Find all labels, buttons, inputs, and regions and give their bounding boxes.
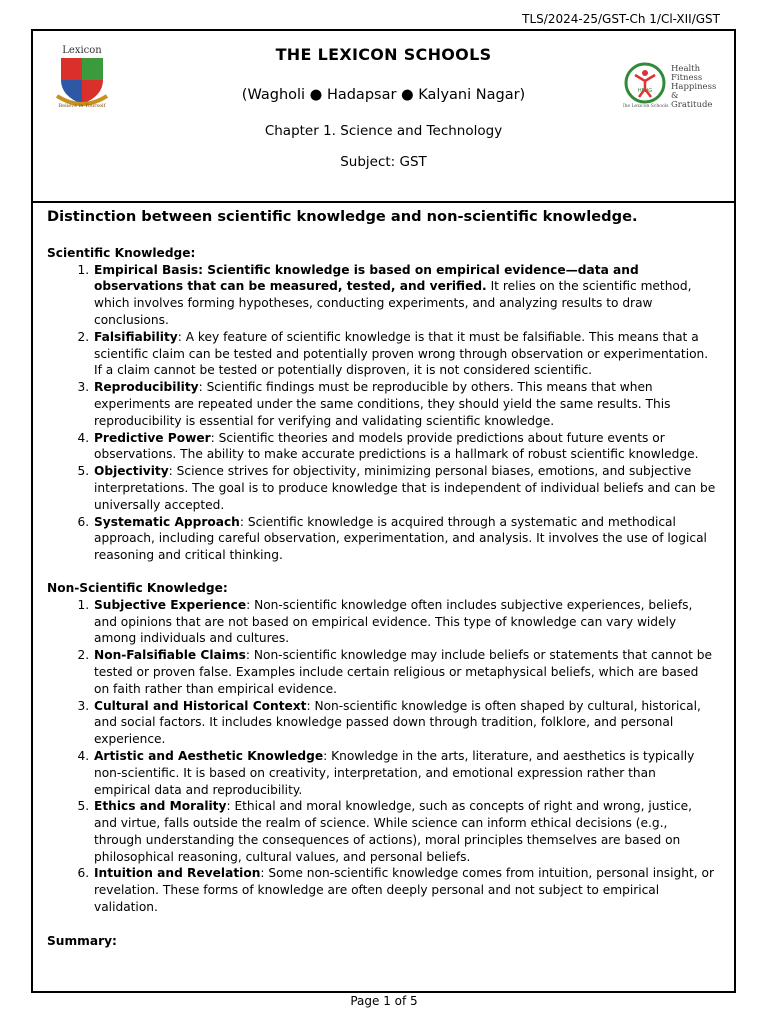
hfhg-text: HFHG <box>637 88 653 94</box>
page-number: Page 1 of 5 <box>350 994 418 1008</box>
non-scientific-heading: Non-Scientific Knowledge: <box>47 580 228 595</box>
list-item: 2. Non-Falsifiable Claims: Non-scientific knowledge may include beliefs or statements that cannot be tested or proven false. Examples include certain religious or metaphysical beliefs, which are based on faith rather than empirical evidence. <box>93 647 716 697</box>
list-item: 1. Empirical Basis: Scientific knowledge is based on empirical evidence—data and observations that can be measured, tested, and verified. It relies on the scientific method, which involves forming hypotheses, conducting experiments, and analyzing results to draw conclusions. <box>93 262 716 329</box>
subject-label: Subject: GST <box>340 154 427 170</box>
page-frame <box>31 29 736 993</box>
hfhg-caption: The Lexicon Schools <box>623 104 669 109</box>
hfhg-logo <box>623 61 723 111</box>
list-item: 5. Objectivity: Science strives for objectivity, minimizing personal biases, emotions, and subjective interpretations. The goal is to produce knowledge that is independent of individual beliefs and can be universally accepted. <box>93 463 716 513</box>
non-scientific-list <box>47 597 716 916</box>
list-item: 4. Artistic and Aesthetic Knowledge: Knowledge in the arts, literature, and aesthetics is typically non-scientific. It is based on creativity, interpretation, and emotional expression rather than empirical data and reproducibility. <box>93 748 716 798</box>
logo-motto: Believe in Yourself <box>58 103 106 108</box>
summary-heading: Summary: <box>47 933 117 948</box>
hfhg-tagline: Health Fitness Happiness & Gratitude <box>671 64 717 110</box>
scientific-list <box>47 262 716 564</box>
list-item: 2. Falsifiability: A key feature of scientific knowledge is that it must be falsifiable. This means that a scientific claim can be tested and potentially proven wrong through observation or experimentation. If a claim cannot be tested or potentially disproven, it is not considered scientific. <box>93 329 716 379</box>
list-item: 3. Cultural and Historical Context: Non-scientific knowledge is often shaped by cultural, historical, and social factors. It includes knowledge passed down through tradition, folklore, and personal experience. <box>93 698 716 748</box>
list-item: 6. Intuition and Revelation: Some non-scientific knowledge comes from intuition, personal insight, or revelation. These forms of knowledge are often deeply personal and not subject to empirical validation. <box>93 865 716 915</box>
scientific-heading: Scientific Knowledge: <box>47 245 196 260</box>
main-heading: Distinction between scientific knowledge and non-scientific knowledge. <box>47 208 638 225</box>
list-item: 4. Predictive Power: Scientific theories and models provide predictions about future events or observations. The ability to make accurate predictions is a hallmark of robust scientific knowledge. <box>93 430 716 464</box>
list-item: 1. Subjective Experience: Non-scientific knowledge often includes subjective experiences, beliefs, and opinions that are not based on empirical evidence. This type of knowledge can vary widely among individuals and cultures. <box>93 597 716 647</box>
document-code: TLS/2024-25/GST-Ch 1/Cl-XII/GST <box>522 12 720 26</box>
chapter-title: Chapter 1. Science and Technology <box>264 123 503 139</box>
list-item: 5. Ethics and Morality: Ethical and moral knowledge, such as concepts of right and wrong, justice, and virtue, falls outside the realm of science. While science can inform ethical decisions (e.g., through understanding the consequences of actions), moral principles themselves are based on philosophical reasoning, cultural values, and personal beliefs. <box>93 798 716 865</box>
school-name: THE LEXICON SCHOOLS <box>275 45 492 64</box>
fitness-figure-icon <box>623 61 671 109</box>
list-item: 3. Reproducibility: Scientific findings must be reproducible by others. This means that when experiments are repeated under the same conditions, they should yield the same results. This reproducibility is essential for verifying and validating scientific knowledge. <box>93 379 716 429</box>
list-item: 6. Systematic Approach: Scientific knowledge is acquired through a systematic and methodical approach, including careful observation, experimentation, and analysis. It involves the use of logical reasoning and critical thinking. <box>93 514 716 564</box>
logo-brand-text: Lexicon <box>62 45 102 56</box>
branch-list: (Wagholi ● Hadapsar ● Kalyani Nagar) <box>241 87 526 103</box>
letterhead <box>31 31 736 203</box>
document-body <box>47 209 716 950</box>
